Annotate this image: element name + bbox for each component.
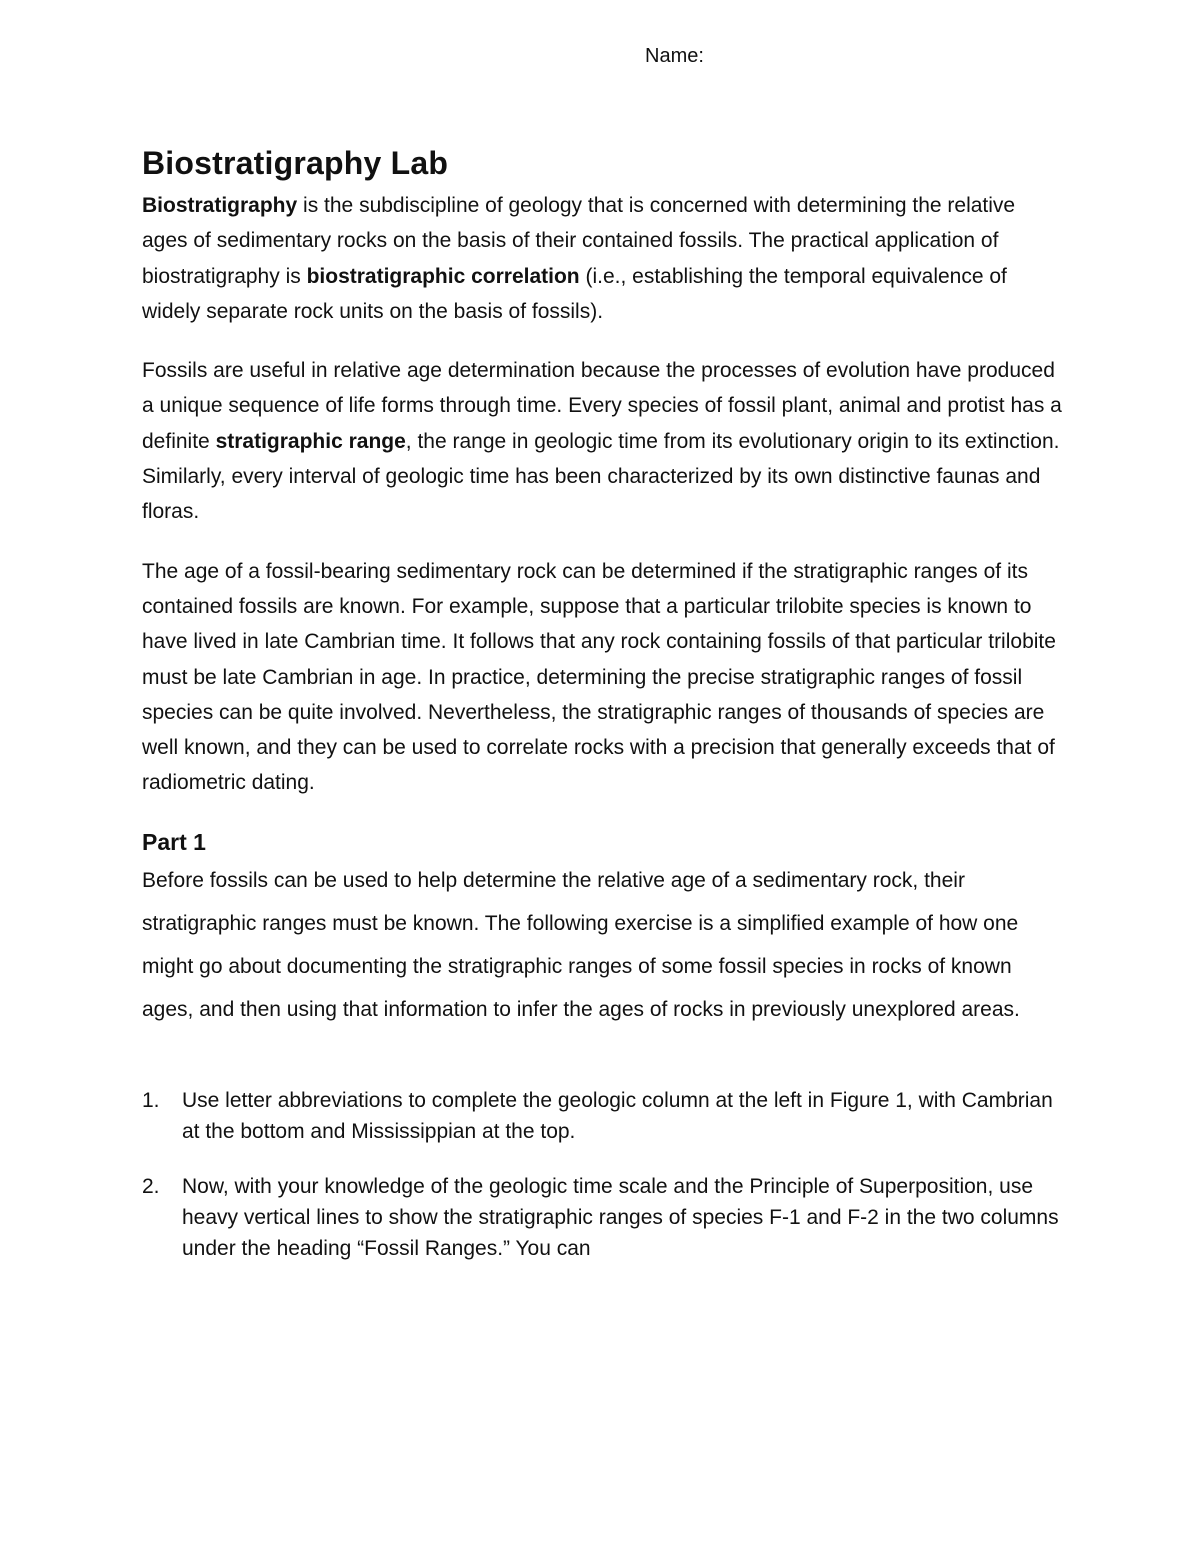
name-label: Name: (645, 45, 704, 67)
list-item (142, 1171, 1062, 1264)
document-content (142, 140, 1062, 1288)
part-1-heading: Part 1 (142, 828, 206, 855)
list-item-number: 1. (142, 1088, 160, 1112)
page-title: Biostratigraphy Lab (142, 145, 449, 181)
term-biostratigraphy: Biostratigraphy (142, 194, 298, 217)
intro-text-1: is the subdiscipline of geology that is concerned with determining the relative ages of sedimentary rocks on the basis of their contained fossils. The practical application of biostratigraphy is (142, 194, 1016, 288)
intro-paragraph (142, 188, 1062, 329)
fossils-text-1: Fossils are useful in relative age determination because the processes of evolution have produced a unique sequence of life forms through time. Every species of fossil plant, animal and protist has a definite (142, 359, 1062, 453)
list-item-text: Now, with your knowledge of the geologic time scale and the Principle of Superposition, use heavy vertical lines to show the stratigraphic ranges of species F-1 and F-2 in the two columns under the heading “Fossil Ranges.” You can (182, 1174, 1059, 1260)
intro-text-2: (i.e., establishing the temporal equivalence of widely separate rock units on the basis of fossils). (142, 264, 1007, 323)
fossils-text-2: , the range in geologic time from its evolutionary origin to its extinction. Similarly, every interval of geologic time has been characterized by its own distinctive faunas and floras. (142, 429, 1060, 524)
instruction-list (142, 1085, 1062, 1264)
term-biostratigraphic-correlation: biostratigraphic correlation (306, 264, 580, 288)
list-item (142, 1085, 1062, 1147)
term-stratigraphic-range: stratigraphic range (215, 429, 406, 453)
age-paragraph: The age of a fossil-bearing sedimentary rock can be determined if the stratigraphic ranges of its contained fossils are known. For example, suppose that a particular trilobite species is known to have lived in late Cambrian time. It follows that any rock containing fossils of that particular trilobite must be late Cambrian in age. In practice, determining the precise stratigraphic ranges of fossil species can be quite involved. Nevertheless, the stratigraphic ranges of thousands of species are well known, and they can be used to correlate rocks with a precision that generally exceeds that of radiometric dating. (142, 559, 1056, 795)
fossils-paragraph (142, 353, 1062, 529)
part-1-paragraph: Before fossils can be used to help determine the relative age of a sedimentary rock, their stratigraphic ranges must be known. The following exercise is a simplified example of how one might go about documenting the stratigraphic ranges of some fossil species in rocks of known ages, and then using that information to infer the ages of rocks in previously unexplored areas. (142, 868, 1020, 1021)
list-item-number: 2. (142, 1174, 160, 1198)
list-item-text: Use letter abbreviations to complete the geologic column at the left in Figure 1, with Cambrian at the bottom and Mississippian at the top. (182, 1088, 1053, 1143)
